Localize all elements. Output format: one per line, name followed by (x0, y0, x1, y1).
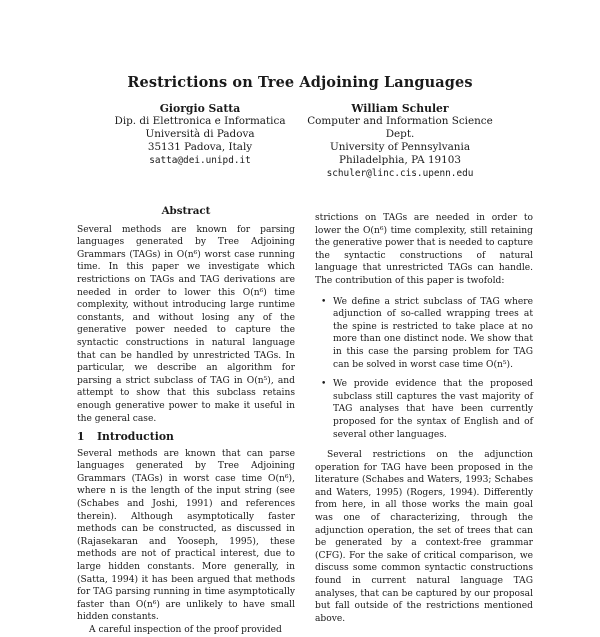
right-column (315, 212, 533, 625)
abstract-heading: Abstract (161, 205, 211, 217)
abstract-text: Several methods are known for parsing languages generated by Tree Adjoining Grammars (TAGs) in O(n⁶) worst case running time. In this paper we investigate which restrictions on TAGs and TAG derivations are needed in order to lower this O(n⁶) time complexity, without introducing large runtime constants, and without losing any of the generative power needed to capture the syntactic constructions in natural language that can be handled by unrestricted TAGs. In particular, we describe an algorithm for parsing a strict subclass of TAG in O(n⁵), and attempt to show that this subclass retains enough generative power to make it useful in the general case. (77, 224, 295, 424)
author-email: schuler@linc.cis.upenn.edu (326, 168, 474, 179)
list-item (315, 378, 533, 441)
right-paragraph-2: Several restrictions on the adjunction operation for TAG have been proposed in the literature (Schabes and Waters, 1993; Schabes and Waters, 1995) (Rogers, 1994). Differently from here, in all those works the main goal was one of characterizing, through the adjunction operation, the set of trees that can be generated by a context-free grammar (CFG). For the sake of critical comparison, we discuss some common syntactic constructions found in current natural language TAG analyses, that can be captured by our proposal but fall outside of the restrictions mentioned above. (315, 450, 533, 624)
intro-paragraph-1: Several methods are known that can parse languages generated by Tree Adjoining Grammars (TAGs) in worst case time O(n⁶), where n is the length of the input string (see (Schabes and Joshi, 1991) and references therein). Although asymptotically faster methods can be constructed, as discussed in (Rajasekaran and Yooseph, 1995), these methods are not of practical interest, due to large hidden constants. More generally, in (Satta, 1994) it has been argued that methods for TAG parsing running in time asymptotically faster than O(n⁶) are unlikely to have small hidden constants. (77, 448, 295, 623)
bullet-icon: • (321, 296, 327, 307)
author-name: William Schuler (351, 102, 449, 115)
author-affiliation: Computer and Information Science Dept. (307, 115, 493, 140)
section-title: Introduction (97, 430, 174, 444)
author-block-satta (100, 102, 300, 167)
contribution-list (315, 296, 533, 442)
left-column (77, 205, 295, 637)
list-item-text: We provide evidence that the proposed subclass still captures the vast majority of TAG analyses that have been currently proposed for the syntax of English and of several other languages. (333, 379, 533, 440)
right-paragraph-1: strictions on TAGs are needed in order to lower the O(n⁶) time complexity, still retaining the generative power that is needed to capture the syntactic constructions of natural language that unrestricted TAGs can handle. The contribution of this paper is twofold: (315, 213, 533, 286)
author-address: 35131 Padova, Italy (147, 141, 253, 153)
author-institution: University of Pennsylvania (329, 141, 471, 153)
author-name: Giorgio Satta (159, 102, 241, 115)
section-heading-introduction (77, 431, 295, 444)
author-address: Philadelphia, PA 19103 (338, 154, 461, 166)
author-affiliation: Dip. di Elettronica e Informatica (114, 115, 286, 127)
intro-paragraph-2: A careful inspection of the proof provided (89, 625, 282, 635)
bullet-icon: • (321, 379, 327, 390)
list-item (315, 296, 533, 372)
section-number: 1 (77, 430, 85, 444)
author-block-schuler (300, 102, 500, 180)
list-item-text: We define a strict subclass of TAG where adjunction of so-called wrapping trees at the spine is restricted to take place at no more than one distinct node. We show that in this case the parsing problem for TAG can be solved in worst case time O(n⁵). (333, 296, 533, 370)
paper-title: Restrictions on Tree Adjoining Languages (127, 74, 473, 91)
author-email: satta@dei.unipd.it (149, 155, 251, 166)
author-institution: Università di Padova (145, 128, 255, 140)
